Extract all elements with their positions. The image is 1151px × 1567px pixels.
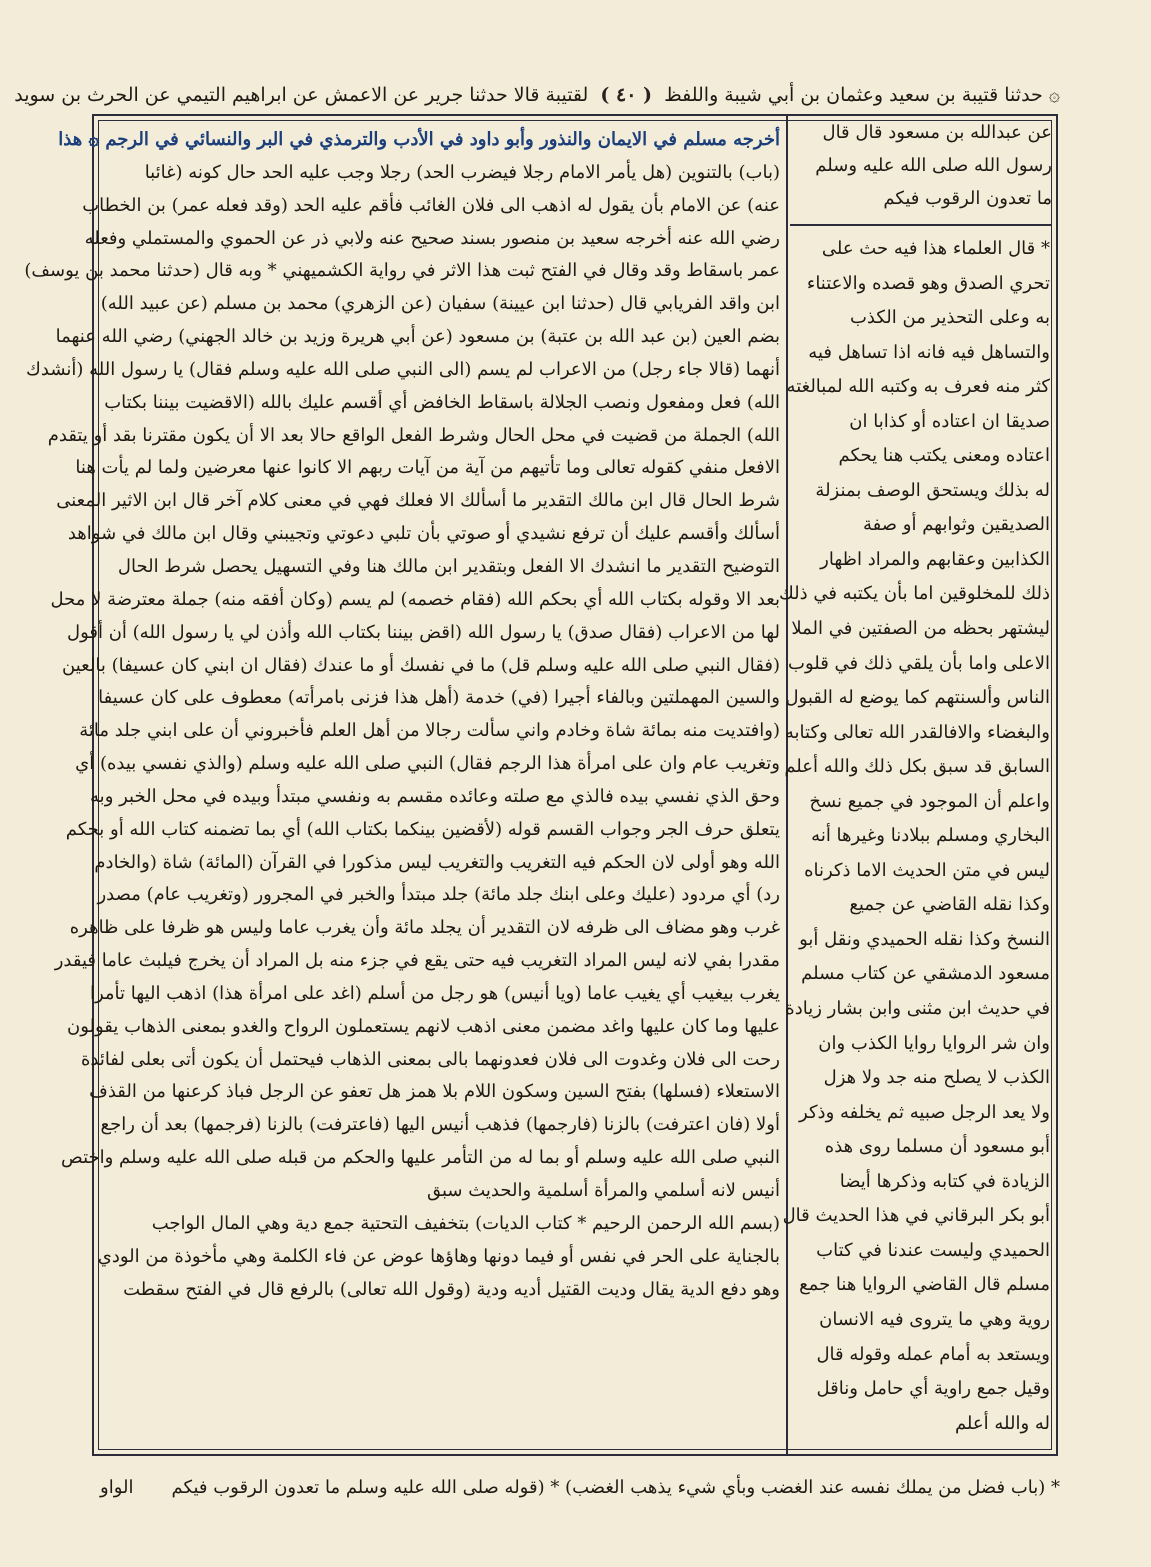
side-text-line: ولا يعد الرجل صبيه ثم يخلفه وذكر [799, 1101, 1050, 1123]
main-text-line: (وافتديت منه بمائة شاة وخادم واني سألت رجالا من أهل العلم فأخبروني أن على ابني جلد مائة [79, 720, 780, 742]
main-text-line: لها من الاعراب (فقال صدق) يا رسول الله (اقض بيننا بكتاب الله وأذن لي يا رسول الله) أن أقول [67, 621, 780, 643]
side-text-line: به وعلى التحذير من الكذب [849, 307, 1050, 329]
main-text-line: وهو دفع الدية يقال وديت القتيل أديه ودية (وقول الله تعالى) بالرفع قال في الفتح سقطت [123, 1278, 780, 1300]
main-text-line: الله) الجملة من قضيت في محل الحال وشرط الفعل الواقع حالا بعد الا أن يكون مقترنا بقد أو يتقدم [47, 424, 780, 446]
main-text-line: أنهما (قالا جاء رجل) من الاعراب لم يسم (الى النبي صلى الله عليه وسلم فقال) يا رسول الله (أنشدك [26, 358, 780, 380]
main-text-line: والسين المهملتين وبالفاء أجيرا (في) خدمة (أهل هذا فزنى بامرأته) معطوف على كان عسيفا [98, 687, 780, 709]
main-text-line: الاستعلاء (فسلها) بفتح السين وسكون اللام بلا همز هل تعفو عن الرجل فباذ كرعنها من القذف [89, 1081, 780, 1103]
column-divider [786, 114, 788, 1456]
side-text-line: الحميدي وليست عندنا في كتاب [816, 1239, 1050, 1261]
side-text-line: الكذابين وعقابهم والمراد اظهار [820, 548, 1050, 570]
side-text-line: الكذب لا يصلح منه جد ولا هزل [823, 1067, 1050, 1089]
hadith-line: رسول الله صلى الله عليه وسلم [815, 155, 1052, 176]
main-text-line: التوضيح التقدير ما انشدك الا الفعل وبتقدير ابن مالك هنا وفي التسهيل يحصل شرط الحال [117, 555, 780, 577]
main-text-line: (بسم الله الرحمن الرحيم * كتاب الديات) بتخفيف التحتية جمع دية وهي المال الواجب [151, 1212, 780, 1234]
side-text-line: الاعلى واما بأن يلقي ذلك في قلوب [788, 652, 1050, 674]
side-text-line: ذلك للمخلوقين اما بأن يكتبه في ذلك [778, 583, 1050, 605]
side-text-line: وقيل جمع راوية أي حامل وناقل [816, 1378, 1050, 1400]
main-text-line: مقدرا بفي لانه ليس المراد التغريب فيه حتى يقع في جزء منه بل المراد أن يخرج فيلبث عاما فيقدر [54, 950, 780, 972]
main-text-line: الله) فعل ومفعول ونصب الجلالة باسقاط الخافض أي أقسم عليك بالله (الاقضيت بيننا بكتاب [104, 391, 780, 413]
side-text-line: ليشتهر بحظه من الصفتين في الملا [791, 618, 1050, 640]
header-text-left: لقتيبة قالا حدثنا جرير عن الاعمش عن ابراهيم التيمي عن الحرث بن سويد [14, 84, 589, 106]
side-text-line: له بذلك ويستحق الوصف بمنزلة [815, 479, 1050, 501]
side-text-line: ليس في متن الحديث الاما ذكرناه [804, 859, 1050, 881]
main-text-line: النبي صلى الله عليه وسلم أو بما له من التأمر عليها والحكم من قبله صلى الله عليه وسلم واختص [61, 1147, 780, 1169]
main-text-line: أولا (فان اعترفت) بالزنا (فارجمها) فذهب أنيس اليها (فاعترفت) بالزنا (فرجمها) بعد أن راجع [100, 1114, 780, 1136]
side-text-line: البخاري ومسلم ببلادنا وغيرها أنه [811, 825, 1050, 847]
hadith-line: عن عبدالله بن مسعود قال قال [822, 122, 1052, 143]
side-text-line: * قال العلماء هذا فيه حث على [821, 238, 1050, 259]
side-text-line: مسعود الدمشقي عن كتاب مسلم [801, 963, 1050, 985]
side-text-line: أبو مسعود أن مسلما روى هذه [824, 1136, 1050, 1158]
main-text-line: أسألك وأقسم عليك أن ترفع نشيدي أو صوتي بأن تلبي دعوتي وتجيبني وقال ابن مالك في شواهد [67, 523, 780, 545]
side-text-line: النسخ وكذا نقله الحميدي ونقل أبو [799, 928, 1050, 950]
main-text-line: رضي الله عنه أخرجه سعيد بن منصور بسند صحيح عنه ولابي ذر عن الحموي والمستملي وفعله [84, 227, 780, 249]
main-text-line: شرط الحال قال ابن مالك التقدير ما أسألك الا فعلك فهي في معنى كلام آخر قال ابن الاثير المعنى [56, 490, 780, 512]
side-text-line: ويستعد به أمام عمله وقوله قال [816, 1343, 1050, 1365]
main-text-line: وحق الذي نفسي بيده فالذي مع صلته وعائده مقسم به ونفسي مبتدأ وبيده في محل الخبر وبه [90, 785, 780, 807]
side-text-line: الزيادة في كتابه وذكرها أيضا [839, 1170, 1050, 1192]
side-column-commentary [778, 232, 1050, 1454]
side-text-line: مسلم قال القاضي الروايا هنا جمع [799, 1274, 1050, 1296]
side-text-line: صديقا ان اعتاده أو كذابا ان [849, 410, 1050, 432]
footer-note: * (باب فضل من يملك نفسه عند الغضب وبأي شيء يذهب الغضب) * (قوله صلى الله عليه وسلم ما تعدون الرقوب فيكم [171, 1477, 1060, 1498]
main-text-line: يغرب بيغيب أي يغيب عاما (ويا أنيس) هو رجل من أسلم (اغد على امرأة هذا) اذهب اليها تأمرا [89, 982, 780, 1004]
main-text-line: (فقال النبي صلى الله عليه وسلم قل) ما في نفسك أو ما عندك (فقال ان ابني كان عسيفا) بالعين [62, 654, 780, 676]
side-text-line: والبغضاء والافالقدر الله تعالى وكتابه [784, 721, 1050, 743]
side-text-line: وان شر الروايا روايا الكذب وان [818, 1032, 1050, 1054]
main-text-line: وتغريب عام وان على امرأة هذا الرجم فقال) النبي صلى الله عليه وسلم (والذي نفسي بيده) أي [75, 753, 780, 775]
catchword: الواو [100, 1477, 134, 1498]
main-text-line: يتعلق حرف الجر وجواب القسم قوله (لأقضين بينكما بكتاب الله) أي بما تضمنه كتاب الله أو بحكم [65, 818, 780, 840]
main-text-line: عليها وما كان عليها واغد مضمن معنى اذهب لانهم يستعملون الرواح والغدو بمعنى الذهاب يقولون [66, 1015, 780, 1037]
main-text-line: عنه) عن الامام بأن يقول له اذهب الى فلان الغائب فأقم عليه الحد (وقد فعله عمر) بن الخطاب [82, 194, 780, 216]
main-text-line: أخرجه مسلم في الايمان والنذور وأبو داود في الأدب والترمذي في البر والنسائي في الرجم ۞ هذا [58, 129, 780, 150]
main-text-line: بعد الا وقوله بكتاب الله أي بحكم الله (فقام خصمه) لم يسم (وكان أفقه منه) جملة معترضة لا محل [50, 588, 780, 610]
hadith-line: ما تعدون الرقوب فيكم [883, 188, 1052, 209]
main-text-line: رد) أي مردود (عليك وعلى ابنك جلد مائة) جلد مبتدأ والخبر في المجرور (وتغريب عام) مصدر [97, 884, 780, 906]
side-text-line: له والله أعلم [954, 1412, 1050, 1434]
main-text-line: رحت الى فلان وغدوت الى فلان فعدونهما بالى بمعنى الذهاب فيحتمل أن يكون أتى بعلى لفائدة [80, 1048, 780, 1070]
side-text-line: واعلم أن الموجود في جميع نسخ [809, 790, 1050, 812]
main-text-line: عمر باسقاط وقد وقال في الفتح ثبت هذا الاثر في رواية الكشميهني * وبه قال (حدثنا محمد بن يوسف) [24, 260, 780, 282]
side-text-line: أبو بكر البرقاني في هذا الحديث قال [782, 1205, 1050, 1227]
main-text-line: بضم العين (بن عبد الله بن عتبة) بن مسعود (عن أبي هريرة وزيد بن خالد الجهني) رضي الله عنهما [55, 326, 780, 348]
header-text-right: حدثنا قتيبة بن سعيد وعثمان بن أبي شيبة واللفظ [664, 84, 1043, 106]
main-text-line: غرب وهو مضاف الى ظرفه لان التقدير أن يجلد مائة وأن يغرب عاما وليس هو ظرفا على ظاهره [69, 917, 780, 939]
page-footer [100, 1468, 1060, 1508]
side-text-line: تحري الصدق وهو قصده والاعتناء [806, 272, 1050, 294]
side-text-line: والتساهل فيه فانه اذا تساهل فيه [808, 341, 1050, 363]
main-text-line: (باب) بالتنوين (هل يأمر الامام رجلا فيضرب الحد) رجلا وجب عليه الحد حال كونه (غائبا [144, 161, 780, 183]
side-column-separator [790, 224, 1052, 226]
side-text-line: الصديقين وثوابهم أو صفة [863, 514, 1050, 536]
side-column-hadith [794, 116, 1052, 218]
side-text-line: في حديث ابن مثنى وابن بشار زيادة [785, 998, 1050, 1020]
side-text-line: وكذا نقله القاضي عن جميع [849, 894, 1050, 916]
main-text-line: ابن واقد الفريابي قال (حدثنا ابن عيينة) سفيان (عن الزهري) محمد بن مسلم (عن عبيد الله) [100, 293, 780, 315]
side-text-line: اعتاده ومعنى يكتب هنا يحكم [838, 445, 1050, 467]
main-column-commentary [24, 124, 780, 1452]
main-text-line: بالجناية على الحر في نفس أو فيما دونها وهاؤها عوض عن فاء الكلمة وهي مأخوذة من الودي [97, 1245, 780, 1267]
side-text-line: روية وهي ما يتروى فيه الانسان [819, 1308, 1050, 1330]
main-text-line: الافعل منفي كقوله تعالى وما تأتيهم من آية من آيات ربهم الا كانوا عنها معرضين ولما لم يأت هنا [75, 457, 780, 479]
main-text-line: الله وهو أولى لان الحكم فيه التغريب والتغريب ليس مذكورا في القرآن (المائة) شاة (والخادم [94, 851, 780, 873]
side-text-line: الناس وألسنتهم كما يوضع له القبول [785, 687, 1050, 709]
page-header [14, 78, 1060, 112]
ornament-icon: ۞ [1048, 84, 1060, 106]
side-text-line: كثر منه فعرف به وكتبه الله لمبالغته [786, 376, 1050, 398]
side-text-line: السابق قد سبق بكل ذلك والله أعلم [784, 756, 1050, 778]
main-text-line: أنيس لانه أسلمي والمرأة أسلمية والحديث سبق [426, 1180, 780, 1201]
page-number: ( ٤٠ ) [600, 84, 653, 106]
